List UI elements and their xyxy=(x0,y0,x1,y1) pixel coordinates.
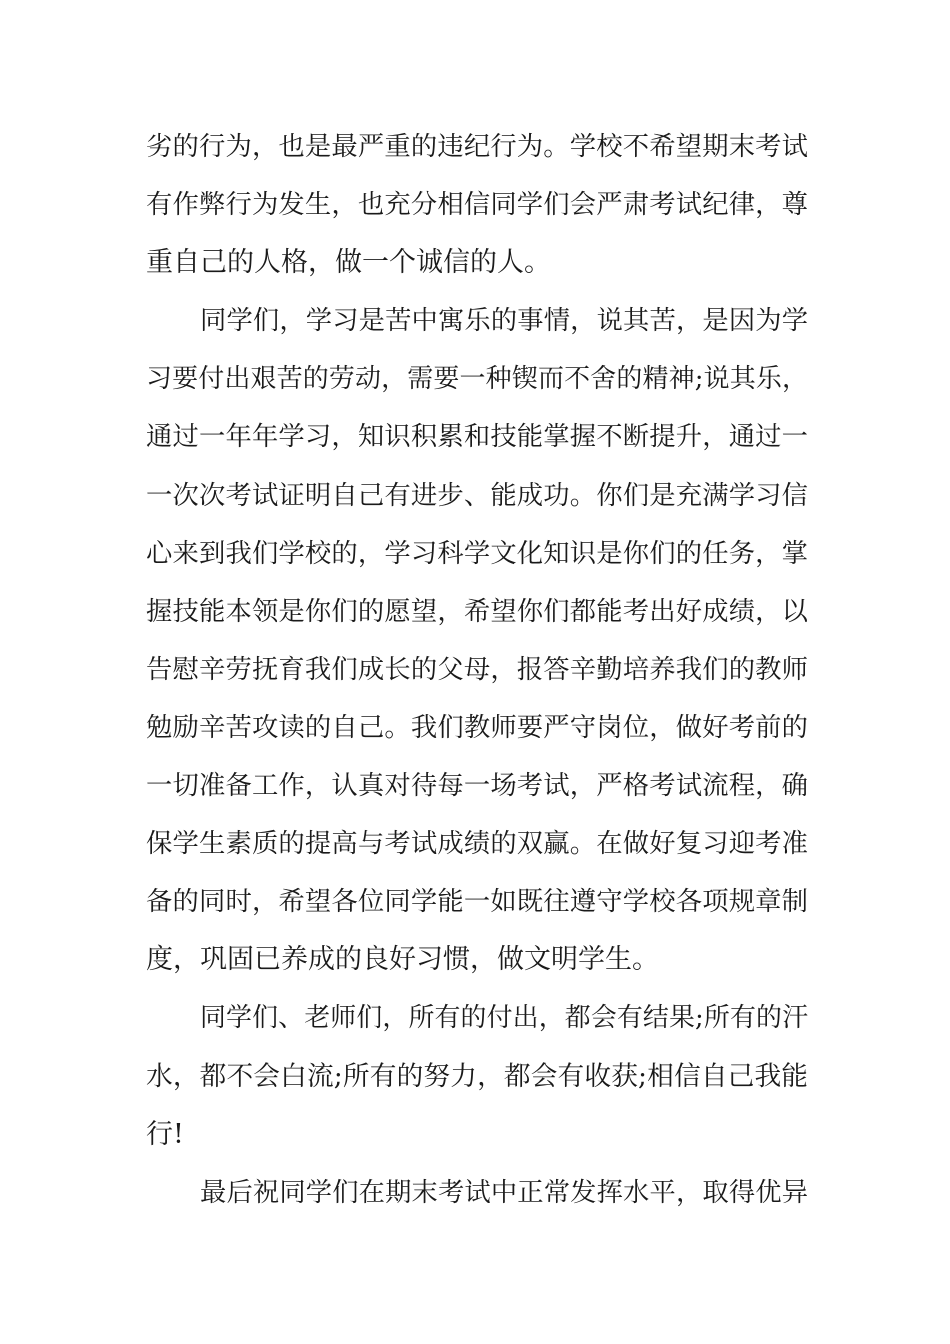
text-line: 水，都不会白流;所有的努力，都会有收获;相信自己我能 xyxy=(146,1060,808,1092)
text-line: 劣的行为，也是最严重的违纪行为。学校不希望期末考试 xyxy=(146,132,808,162)
text-line: 一切准备工作，认真对待每一场考试，严格考试流程，确 xyxy=(146,771,808,802)
text-line: 通过一年年学习，知识积累和技能掌握不断提升，通过一 xyxy=(146,422,808,453)
text-line: 度，巩固已养成的良好习惯，做文明学生。 xyxy=(146,944,659,976)
text-line: 保学生素质的提高与考试成绩的双赢。在做好复习迎考准 xyxy=(146,829,808,860)
text-line: 重自己的人格，做一个诚信的人。 xyxy=(146,247,551,279)
text-line: 勉励辛苦攻读的自己。我们教师要严守岗位，做好考前的 xyxy=(146,712,808,743)
text-line: 备的同时，希望各位同学能一如既往遵守学校各项规章制 xyxy=(146,887,808,918)
text-line: 同学们，学习是苦中寓乐的事情，说其苦，是因为学 xyxy=(200,306,808,337)
body-text xyxy=(146,118,808,1222)
text-line: 告慰辛劳抚育我们成长的父母，报答辛勤培养我们的教师 xyxy=(146,654,808,685)
text-line: 最后祝同学们在期末考试中正常发挥水平，取得优异 xyxy=(200,1177,808,1208)
text-line: 握技能本领是你们的愿望，希望你们都能考出好成绩，以 xyxy=(146,596,808,627)
text-line: 行! xyxy=(146,1118,184,1150)
text-line: 习要付出艰苦的劳动，需要一种锲而不舍的精神;说其乐， xyxy=(146,364,808,395)
text-line: 有作弊行为发生，也充分相信同学们会严肃考试纪律，尊 xyxy=(146,190,808,221)
text-line: 心来到我们学校的，学习科学文化知识是你们的任务，掌 xyxy=(146,538,808,569)
text-line: 同学们、老师们，所有的付出，都会有结果;所有的汗 xyxy=(200,1003,808,1034)
text-line: 一次次考试证明自己有进步、能成功。你们是充满学习信 xyxy=(146,480,808,511)
